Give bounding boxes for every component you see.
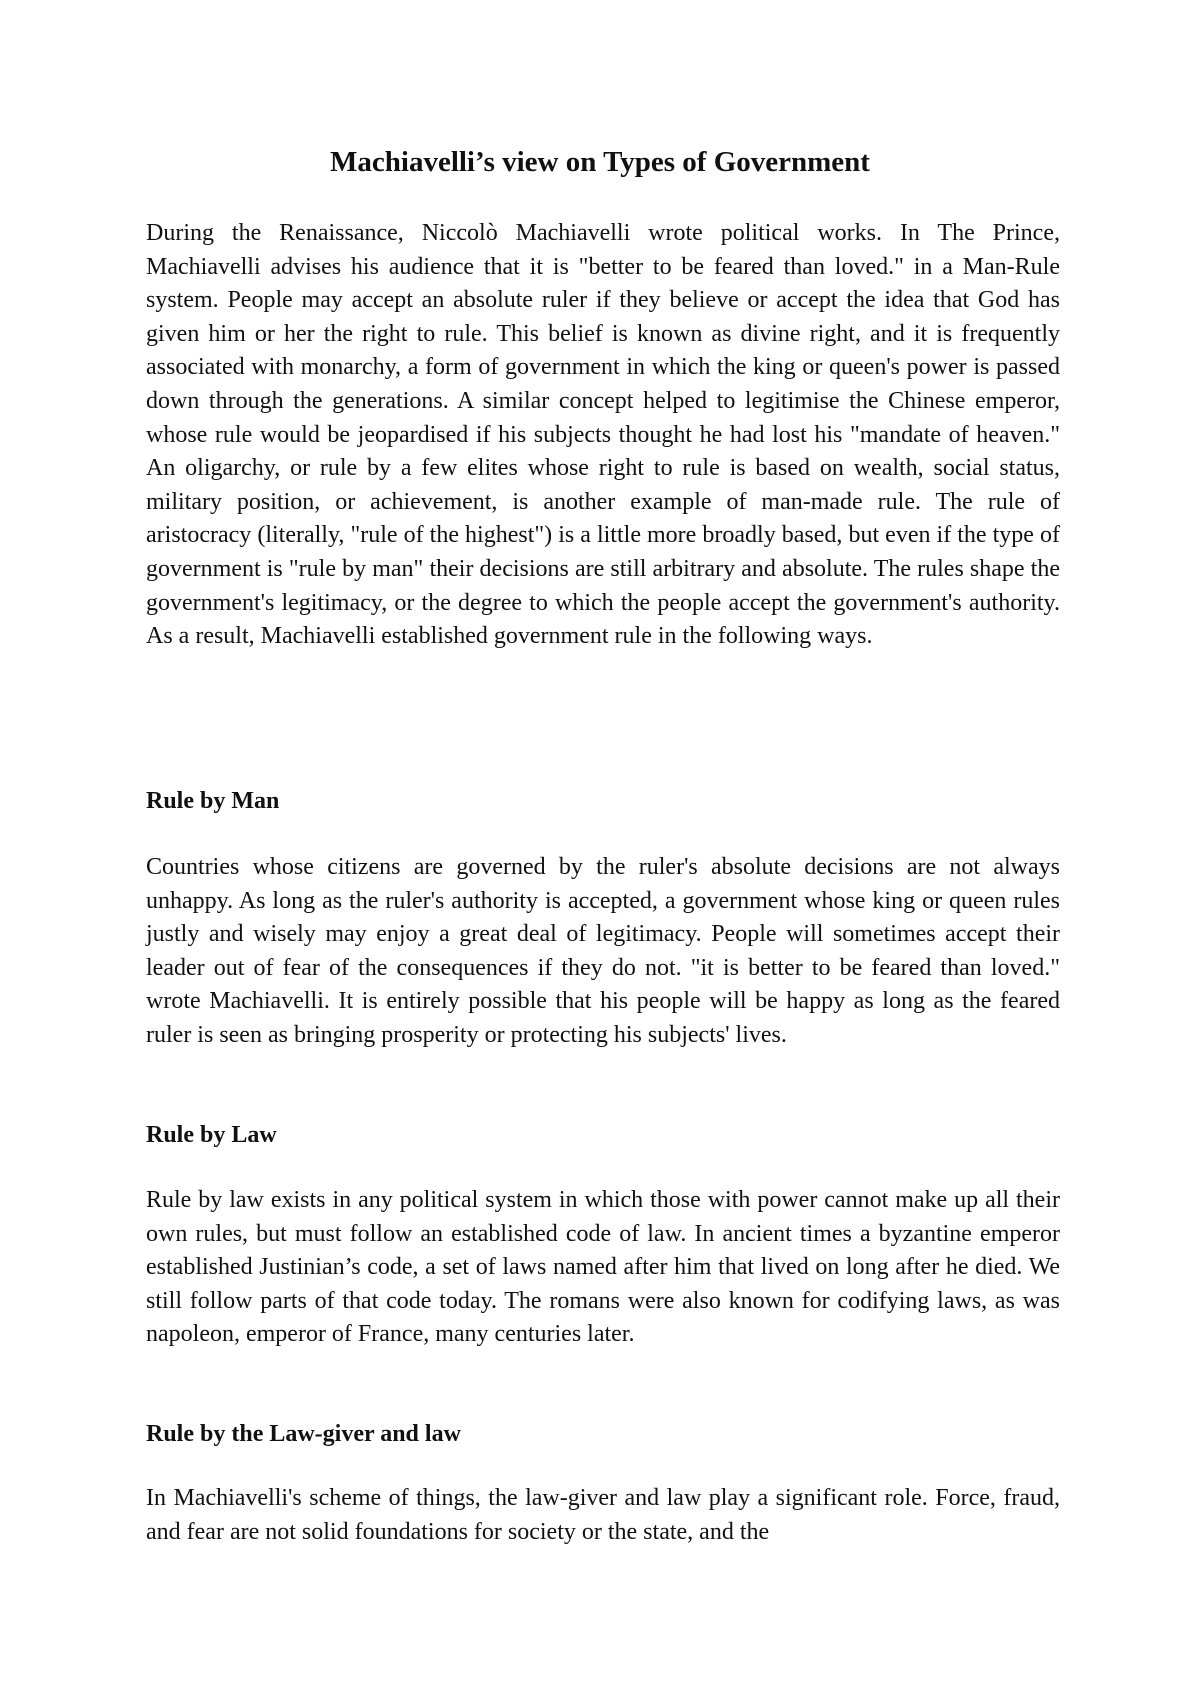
document-title: Machiavelli’s view on Types of Government: [330, 146, 870, 178]
section-body-rule-by-man: Countries whose citizens are governed by the ruler's absolute decisions are not always unhappy. As long as the ruler's authority is accepted, a government whose king or queen rules justly and wisely may enjoy a great deal of legitimacy. People will sometimes accept their leader out of fear of the consequences if they do not. "it is better to be feared than loved." wrote Machiavelli. It is entirely possible that his people will be happy as long as the feared ruler is seen as bringing prosperity or protecting his subjects' lives.: [146, 854, 1060, 1048]
section-heading-rule-by-law: Rule by Law: [146, 1122, 277, 1148]
section-heading-rule-by-man: Rule by Man: [146, 788, 280, 814]
section-heading-law-giver: Rule by the Law-giver and law: [146, 1421, 461, 1447]
section-body-law-giver: In Machiavelli's scheme of things, the law-giver and law play a significant role. Force, fraud, and fear are not solid foundations for society or the state, and the: [146, 1485, 1060, 1545]
intro-paragraph: During the Renaissance, Niccolò Machiavelli wrote political works. In The Prince, Machiavelli advises his audience that it is "better to be feared than loved." in a Man-Rule system. People may accept an absolute ruler if they believe or accept the idea that God has given him or her the right to rule. This belief is known as divine right, and it is frequently associated with monarchy, a form of government in which the king or queen's power is passed down through the generations. A similar concept helped to legitimise the Chinese emperor, whose rule would be jeopardised if his subjects thought he had lost his "mandate of heaven." An oligarchy, or rule by a few elites whose right to rule is based on wealth, social status, military position, or achievement, is another example of man-made rule. The rule of aristocracy (literally, "rule of the highest") is a little more broadly based, but even if the type of government is "rule by man" their decisions are still arbitrary and absolute. The rules shape the government's legitimacy, or the degree to which the people accept the government's authority. As a result, Machiavelli established government rule in the following ways.: [146, 220, 1060, 650]
section-body-rule-by-law: Rule by law exists in any political system in which those with power cannot make up all their own rules, but must follow an established code of law. In ancient times a byzantine emperor established Justinian’s code, a set of laws named after him that lived on long after he died. We still follow parts of that code today. The romans were also known for codifying laws, as was napoleon, emperor of France, many centuries later.: [146, 1187, 1060, 1348]
